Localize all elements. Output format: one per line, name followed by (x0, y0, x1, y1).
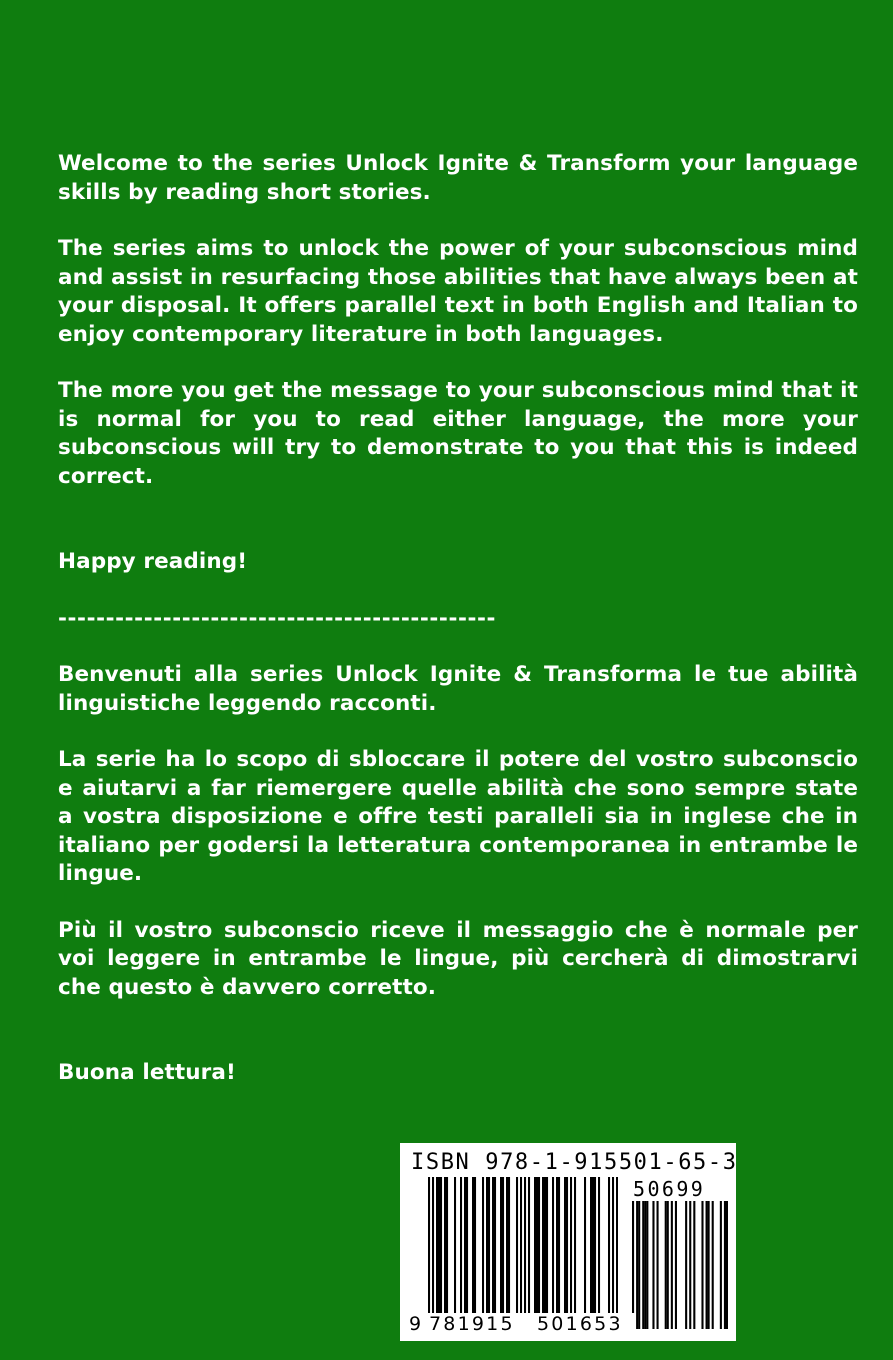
barcode-bar (564, 1177, 566, 1313)
barcode-bar (612, 1177, 614, 1327)
barcode-bar (558, 1177, 560, 1313)
barcode-bar (444, 1177, 446, 1313)
barcode-bar (524, 1177, 526, 1327)
italian-welcome-paragraph: Benvenuti alla series Unlock Ignite & Transforma le tue abilità linguistiche leggendo racconti. (58, 662, 858, 716)
addon-bar (657, 1201, 659, 1329)
addon-bar (720, 1201, 722, 1329)
barcode-bar (486, 1177, 488, 1313)
barcode-bar (520, 1177, 522, 1327)
back-cover-text (58, 150, 858, 1088)
addon-bar (706, 1201, 708, 1329)
barcode-bar (616, 1177, 618, 1327)
barcode-bar (500, 1177, 502, 1313)
barcode-digits (409, 1313, 635, 1335)
barcode-bar (590, 1177, 592, 1313)
barcode-bar (528, 1177, 530, 1313)
isbn-label: ISBN 978-1-915501-65-3 (411, 1150, 738, 1175)
barcode-bar (464, 1177, 466, 1313)
language-divider: ---------------------------------------------- (58, 605, 497, 631)
english-closing: Happy reading! (58, 549, 248, 574)
isbn-barcode (400, 1143, 736, 1341)
barcode-bar (608, 1177, 610, 1313)
barcode-bar (570, 1177, 572, 1313)
barcode-bar (574, 1177, 576, 1313)
barcode-bar (492, 1177, 494, 1313)
barcode-digits-left: 781915 (427, 1313, 527, 1335)
addon-bar (632, 1201, 634, 1329)
barcode-bar (508, 1177, 510, 1313)
price-code: 50699 (633, 1177, 706, 1201)
barcode-bar (440, 1177, 442, 1313)
barcode-digits-right: 501653 (535, 1313, 635, 1335)
barcode-bar (494, 1177, 496, 1313)
addon-bar (726, 1201, 728, 1329)
addon-bar (689, 1201, 691, 1329)
addon-bar (693, 1201, 695, 1329)
barcode-bar (594, 1177, 596, 1313)
barcode-bar (454, 1177, 456, 1313)
barcode-bar (592, 1177, 594, 1313)
barcode-bar (542, 1177, 544, 1313)
barcode-bar (598, 1177, 600, 1313)
barcode-bar (466, 1177, 468, 1313)
addon-bar (642, 1201, 644, 1329)
addon-bar (667, 1201, 669, 1329)
barcode-bar (436, 1177, 438, 1313)
ean13-bars (428, 1177, 618, 1327)
barcode-bar (538, 1177, 540, 1313)
addon-bar (701, 1201, 703, 1329)
addon-bars (632, 1201, 728, 1329)
addon-bar (685, 1201, 687, 1329)
addon-bar (646, 1201, 648, 1329)
barcode-bar (472, 1177, 474, 1313)
barcode-bar (432, 1177, 434, 1327)
barcode-bar (482, 1177, 484, 1313)
barcode-bar (460, 1177, 462, 1313)
italian-subconscious-paragraph: Più il vostro subconscio riceve il messaggio che è normale per voi leggere in entrambe le lingue, più cercherà di dimostrarvi che questo è davvero corretto. (58, 917, 858, 1000)
barcode-bar (552, 1177, 554, 1313)
addon-bar (644, 1201, 646, 1329)
barcode-bar (566, 1177, 568, 1313)
barcode-bar (516, 1177, 518, 1313)
barcode-bar (544, 1177, 546, 1313)
addon-bar (671, 1201, 673, 1329)
english-welcome-paragraph: Welcome to the series Unlock Ignite & Transform your language skills by reading short stories. (58, 151, 858, 205)
addon-bar (638, 1201, 640, 1329)
italian-closing: Buona lettura! (58, 1060, 236, 1085)
barcode-bar (534, 1177, 536, 1313)
barcode-bar (474, 1177, 476, 1313)
barcode-bar (536, 1177, 538, 1313)
barcode-digit-first: 9 (409, 1313, 425, 1335)
barcode-bar (502, 1177, 504, 1313)
barcode-bar (584, 1177, 586, 1313)
barcode-bar (488, 1177, 490, 1313)
addon-bar (665, 1201, 667, 1329)
addon-bar (712, 1201, 714, 1329)
barcode-bar (446, 1177, 448, 1313)
addon-bar (708, 1201, 710, 1329)
barcode-bar (506, 1177, 508, 1313)
addon-bar (724, 1201, 726, 1329)
barcode-bar (428, 1177, 430, 1327)
addon-bar (652, 1201, 654, 1329)
addon-bar (675, 1201, 677, 1329)
italian-aims-paragraph: La serie ha lo scopo di sbloccare il potere del vostro subconscio e aiutarvi a far riemergere quelle abilità che sono sempre state a vostra disposizione e offre testi paralleli sia in inglese che in italiano per godersi la letteratura contemporanea in entrambe le lingue. (58, 747, 858, 886)
addon-bar (636, 1201, 638, 1329)
english-aims-paragraph: The series aims to unlock the power of your subconscious mind and assist in resurfacing those abilities that have always been at your disposal. It offers parallel text in both English and Italian to enjoy contemporary literature in both languages. (58, 236, 858, 347)
english-subconscious-paragraph: The more you get the message to your subconscious mind that it is normal for you to read either language, the more your subconscious will try to demonstrate to you that this is indeed correct. (58, 378, 858, 489)
barcode-bar (556, 1177, 558, 1313)
barcode-bar (546, 1177, 548, 1313)
barcode-bar (438, 1177, 440, 1313)
